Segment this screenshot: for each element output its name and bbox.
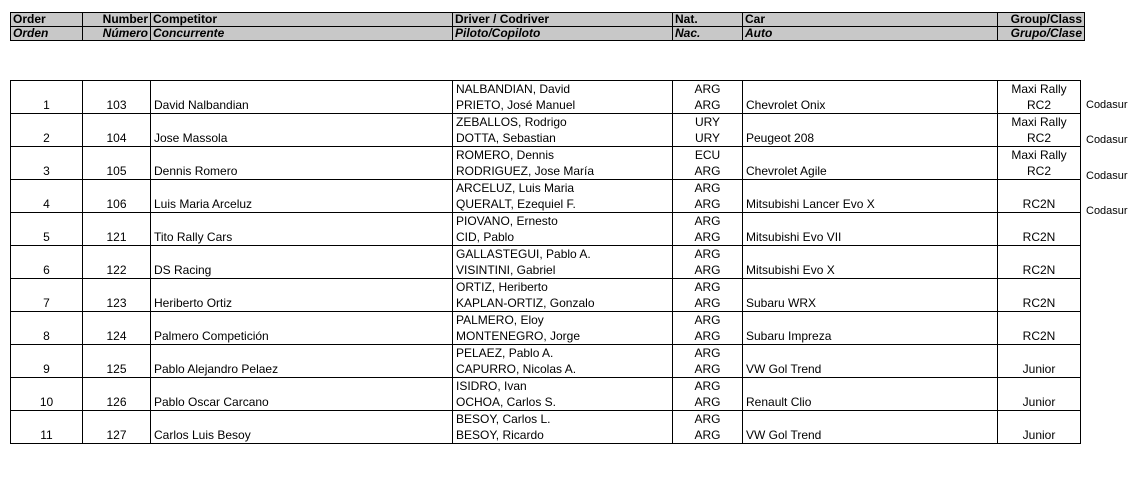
order-cell-top <box>11 345 83 362</box>
entry-list-table <box>10 80 1081 444</box>
codriver-name: CID, Pablo <box>453 229 673 246</box>
number-cell-top <box>83 147 151 164</box>
number-cell-top <box>83 180 151 197</box>
driver-nat: ARG <box>673 378 743 395</box>
car-model: VW Gol Trend <box>743 427 998 444</box>
competitor-cell-top <box>151 411 453 428</box>
driver-name: ROMERO, Dennis <box>453 147 673 164</box>
competitor-name: Pablo Oscar Carcano <box>151 394 453 411</box>
class-name: Junior <box>998 394 1081 411</box>
header-car: Car <box>743 13 998 27</box>
order-cell-top <box>11 312 83 329</box>
competitor-name: Carlos Luis Besoy <box>151 427 453 444</box>
class-name: RC2N <box>998 295 1081 312</box>
order-cell-top <box>11 147 83 164</box>
order-cell-top <box>11 378 83 395</box>
driver-nat: ARG <box>673 312 743 329</box>
driver-name: ORTIZ, Heriberto <box>453 279 673 296</box>
car-model: Peugeot 208 <box>743 130 998 147</box>
competitor-cell-top <box>151 345 453 362</box>
driver-name: NALBANDIAN, David <box>453 81 673 98</box>
car-number: 104 <box>83 130 151 147</box>
driver-name: PIOVANO, Ernesto <box>453 213 673 230</box>
entry-row-bottom <box>11 328 1081 345</box>
competitor-name: Jose Massola <box>151 130 453 147</box>
entry-row-top <box>11 411 1081 428</box>
car-cell-top <box>743 312 998 329</box>
order-number: 10 <box>11 394 83 411</box>
driver-nat: ECU <box>673 147 743 164</box>
entry-row-top <box>11 312 1081 329</box>
competitor-cell-top <box>151 81 453 98</box>
group-name <box>998 378 1081 395</box>
entry-row-bottom <box>11 163 1081 180</box>
car-number: 103 <box>83 97 151 114</box>
class-name: RC2N <box>998 196 1081 213</box>
header-orden: Orden <box>11 27 83 41</box>
header-auto: Auto <box>743 27 998 41</box>
class-name: RC2N <box>998 262 1081 279</box>
car-cell-top <box>743 345 998 362</box>
number-cell-top <box>83 114 151 131</box>
entry-row-bottom <box>11 262 1081 279</box>
order-number: 5 <box>11 229 83 246</box>
header-piloto: Piloto/Copiloto <box>453 27 673 41</box>
order-number: 1 <box>11 97 83 114</box>
number-cell-top <box>83 213 151 230</box>
entry-row-bottom <box>11 97 1081 114</box>
driver-name: PELAEZ, Pablo A. <box>453 345 673 362</box>
header-grupo: Grupo/Clase <box>998 27 1085 41</box>
group-name: Maxi Rally <box>998 81 1081 98</box>
driver-nat: ARG <box>673 345 743 362</box>
competitor-cell-top <box>151 147 453 164</box>
car-cell-top <box>743 180 998 197</box>
car-model: Mitsubishi Evo X <box>743 262 998 279</box>
group-name: Maxi Rally <box>998 147 1081 164</box>
car-number: 123 <box>83 295 151 312</box>
driver-nat: ARG <box>673 180 743 197</box>
number-cell-top <box>83 345 151 362</box>
car-cell-top <box>743 411 998 428</box>
codriver-nat: URY <box>673 130 743 147</box>
car-model: Renault Clio <box>743 394 998 411</box>
class-name: RC2N <box>998 328 1081 345</box>
codriver-nat: ARG <box>673 427 743 444</box>
order-number: 3 <box>11 163 83 180</box>
class-name: Junior <box>998 361 1081 378</box>
entry-row-bottom <box>11 295 1081 312</box>
entry-row-bottom <box>11 130 1081 147</box>
codriver-nat: ARG <box>673 229 743 246</box>
competitor-name: DS Racing <box>151 262 453 279</box>
entry-row-top <box>11 81 1081 98</box>
order-number: 8 <box>11 328 83 345</box>
entry-row-bottom <box>11 361 1081 378</box>
codriver-nat: ARG <box>673 196 743 213</box>
header-order: Order <box>11 13 83 27</box>
order-cell-top <box>11 81 83 98</box>
competitor-name: Pablo Alejandro Pelaez <box>151 361 453 378</box>
competitor-name: Heriberto Ortiz <box>151 295 453 312</box>
order-number: 6 <box>11 262 83 279</box>
codriver-name: CAPURRO, Nicolas A. <box>453 361 673 378</box>
header-number: Number <box>83 13 151 27</box>
competitor-cell-top <box>151 114 453 131</box>
class-name: RC2 <box>998 97 1081 114</box>
group-name <box>998 213 1081 230</box>
number-cell-top <box>83 279 151 296</box>
competitor-cell-top <box>151 378 453 395</box>
header-table <box>10 12 1085 41</box>
car-number: 105 <box>83 163 151 180</box>
header-numero: Número <box>83 27 151 41</box>
competitor-name: Tito Rally Cars <box>151 229 453 246</box>
competitor-name: David Nalbandian <box>151 97 453 114</box>
car-cell-top <box>743 246 998 263</box>
competitor-cell-top <box>151 312 453 329</box>
codriver-name: RODRIGUEZ, Jose María <box>453 163 673 180</box>
codriver-name: QUERALT, Ezequiel F. <box>453 196 673 213</box>
driver-nat: ARG <box>673 411 743 428</box>
car-number: 124 <box>83 328 151 345</box>
competitor-name: Palmero Competición <box>151 328 453 345</box>
order-number: 4 <box>11 196 83 213</box>
codasur-label: Codasur <box>1086 99 1128 111</box>
order-number: 2 <box>11 130 83 147</box>
driver-name: ARCELUZ, Luis Maria <box>453 180 673 197</box>
car-cell-top <box>743 213 998 230</box>
codriver-nat: ARG <box>673 295 743 312</box>
order-cell-top <box>11 213 83 230</box>
entry-row-bottom <box>11 196 1081 213</box>
number-cell-top <box>83 411 151 428</box>
car-number: 126 <box>83 394 151 411</box>
codriver-name: BESOY, Ricardo <box>453 427 673 444</box>
entry-row-bottom <box>11 394 1081 411</box>
group-name <box>998 246 1081 263</box>
car-number: 122 <box>83 262 151 279</box>
competitor-name: Luis Maria Arceluz <box>151 196 453 213</box>
header-group: Group/Class <box>998 13 1085 27</box>
driver-nat: ARG <box>673 246 743 263</box>
driver-nat: ARG <box>673 81 743 98</box>
codriver-nat: ARG <box>673 163 743 180</box>
codriver-nat: ARG <box>673 394 743 411</box>
car-cell-top <box>743 378 998 395</box>
car-model: Mitsubishi Lancer Evo X <box>743 196 998 213</box>
header-nat: Nat. <box>673 13 743 27</box>
group-name <box>998 279 1081 296</box>
codriver-name: VISINTINI, Gabriel <box>453 262 673 279</box>
entry-row-top <box>11 378 1081 395</box>
car-model: Chevrolet Agile <box>743 163 998 180</box>
entry-row-top <box>11 345 1081 362</box>
header-row-english <box>11 13 1085 27</box>
car-number: 127 <box>83 427 151 444</box>
entry-row-bottom <box>11 229 1081 246</box>
header-concurrente: Concurrente <box>151 27 453 41</box>
header-competitor: Competitor <box>151 13 453 27</box>
number-cell-top <box>83 81 151 98</box>
group-name: Maxi Rally <box>998 114 1081 131</box>
car-cell-top <box>743 81 998 98</box>
class-name: RC2 <box>998 163 1081 180</box>
codasur-label: Codasur <box>1086 134 1128 147</box>
codriver-nat: ARG <box>673 97 743 114</box>
order-cell-top <box>11 411 83 428</box>
codriver-nat: ARG <box>673 328 743 345</box>
order-cell-top <box>11 114 83 131</box>
competitor-cell-top <box>151 279 453 296</box>
header-nac: Nac. <box>673 27 743 41</box>
competitor-cell-top <box>151 246 453 263</box>
driver-name: GALLASTEGUI, Pablo A. <box>453 246 673 263</box>
number-cell-top <box>83 378 151 395</box>
codasur-label: Codasur <box>1086 169 1128 182</box>
car-model: Subaru Impreza <box>743 328 998 345</box>
header-driver: Driver / Codriver <box>453 13 673 27</box>
entry-row-top <box>11 279 1081 296</box>
driver-name: ISIDRO, Ivan <box>453 378 673 395</box>
codriver-name: MONTENEGRO, Jorge <box>453 328 673 345</box>
driver-nat: ARG <box>673 213 743 230</box>
car-model: VW Gol Trend <box>743 361 998 378</box>
group-name <box>998 411 1081 428</box>
entry-row-top <box>11 246 1081 263</box>
codriver-name: DOTTA, Sebastian <box>453 130 673 147</box>
number-cell-top <box>83 312 151 329</box>
group-name <box>998 180 1081 197</box>
codriver-name: KAPLAN-ORTIZ, Gonzalo <box>453 295 673 312</box>
driver-name: BESOY, Carlos L. <box>453 411 673 428</box>
driver-name: ZEBALLOS, Rodrigo <box>453 114 673 131</box>
car-cell-top <box>743 114 998 131</box>
entry-row-top <box>11 114 1081 131</box>
car-number: 106 <box>83 196 151 213</box>
class-name: RC2 <box>998 130 1081 147</box>
codriver-nat: ARG <box>673 262 743 279</box>
car-number: 121 <box>83 229 151 246</box>
codriver-name: OCHOA, Carlos S. <box>453 394 673 411</box>
entries-body <box>11 81 1081 444</box>
order-cell-top <box>11 279 83 296</box>
class-name: Junior <box>998 427 1081 444</box>
class-name: RC2N <box>998 229 1081 246</box>
entry-row-top <box>11 180 1081 197</box>
entry-row-top <box>11 213 1081 230</box>
driver-name: PALMERO, Eloy <box>453 312 673 329</box>
car-number: 125 <box>83 361 151 378</box>
order-number: 11 <box>11 427 83 444</box>
order-cell-top <box>11 180 83 197</box>
car-model: Chevrolet Onix <box>743 97 998 114</box>
codriver-name: PRIETO, José Manuel <box>453 97 673 114</box>
group-name <box>998 345 1081 362</box>
order-number: 9 <box>11 361 83 378</box>
competitor-cell-top <box>151 180 453 197</box>
group-name <box>998 312 1081 329</box>
driver-nat: ARG <box>673 279 743 296</box>
car-model: Mitsubishi Evo VII <box>743 229 998 246</box>
number-cell-top <box>83 246 151 263</box>
entry-row-top <box>11 147 1081 164</box>
car-cell-top <box>743 147 998 164</box>
codasur-label: Codasur <box>1086 205 1128 218</box>
entry-row-bottom <box>11 427 1081 444</box>
competitor-cell-top <box>151 213 453 230</box>
order-number: 7 <box>11 295 83 312</box>
car-cell-top <box>743 279 998 296</box>
competitor-name: Dennis Romero <box>151 163 453 180</box>
order-cell-top <box>11 246 83 263</box>
car-model: Subaru WRX <box>743 295 998 312</box>
header-row-spanish <box>11 27 1085 41</box>
driver-nat: URY <box>673 114 743 131</box>
codriver-nat: ARG <box>673 361 743 378</box>
